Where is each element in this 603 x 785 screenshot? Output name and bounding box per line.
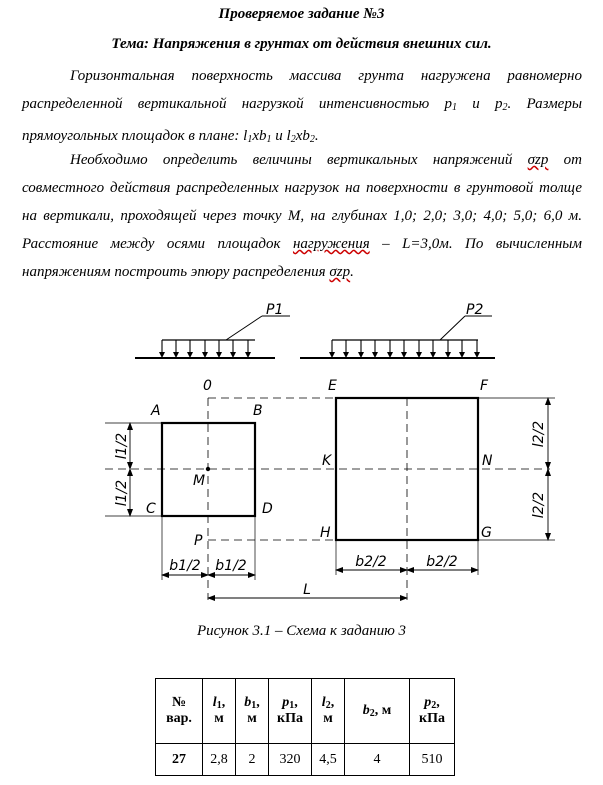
load-p1-label: P1 xyxy=(266,302,284,318)
dim-l2-half-bottom: l2/2 xyxy=(531,491,547,519)
point-p-label: P xyxy=(194,533,203,549)
dim-l: L xyxy=(303,582,311,598)
dim-b1-half-left: b1/2 xyxy=(169,558,201,574)
paragraph-2: Необходимо определить величины вертикальных напряжений σzp от совместного действия распределенных нагрузок на поверхности в грунтовой толще на вертикали, проходящей через точку М, на глубинах 1,0; 2,0; 3,0; 4,0; 5,0; 6,0 м. Расстояние между осями площадок нагружения – L=3,0м. По вычисленным напряжениям построить эпюру распределения σzp. xyxy=(22,152,582,280)
cell-b2: 4 xyxy=(345,744,410,776)
point-h-label: H xyxy=(320,525,331,541)
dim-b2-half-left: b2/2 xyxy=(355,554,387,570)
point-b-label: B xyxy=(253,403,263,419)
point-c-label: C xyxy=(146,501,156,517)
header-l1: $l_1$, м xyxy=(203,679,236,744)
point-e-label: E xyxy=(328,378,337,394)
point-d-label: D xyxy=(262,501,273,517)
header-b2: $b_2$, м xyxy=(345,679,410,744)
cell-variant: 27 xyxy=(156,744,203,776)
header-l2: $l_2$, м xyxy=(312,679,345,744)
cell-l2: 4,5 xyxy=(312,744,345,776)
header-b1: $b_1$, м xyxy=(236,679,269,744)
point-k-label: K xyxy=(322,453,332,469)
cell-l1: 2,8 xyxy=(203,744,236,776)
figure-caption: Рисунок 3.1 – Схема к заданию 3 xyxy=(196,623,407,639)
header-variant: № вар. xyxy=(156,679,203,744)
point-f-label: F xyxy=(480,378,489,394)
cell-p2: 510 xyxy=(410,744,455,776)
assignment-heading: Проверяемое задание №3 xyxy=(218,6,385,22)
cell-p1: 320 xyxy=(269,744,312,776)
point-o-label: 0 xyxy=(203,378,212,394)
load-diagram-1 xyxy=(135,316,290,358)
dim-l1-half-bottom: l1/2 xyxy=(114,479,130,507)
cell-b1: 2 xyxy=(236,744,269,776)
load-p2-label: P2 xyxy=(466,302,484,318)
point-a-label: A xyxy=(151,403,161,419)
paragraph-1: Горизонтальная поверхность массива грунта нагружена равномерно распределенной вертикальной нагрузкой интенсивностью $p_1$ и $p_2$. Размеры прямоугольных площадок в плане: $l_1xb_1$ и $l_2xb_2$. xyxy=(22,68,583,145)
header-p2: $p_2$, кПа xyxy=(410,679,455,744)
table-header-row xyxy=(156,679,455,744)
table-row xyxy=(156,744,455,776)
point-m-marker xyxy=(206,467,210,471)
dim-b1-half-right: b1/2 xyxy=(215,558,247,574)
dim-b2-half-right: b2/2 xyxy=(426,554,458,570)
dim-l1-half-top: l1/2 xyxy=(114,432,130,460)
point-g-label: G xyxy=(481,525,492,541)
assignment-topic: Тема: Напряжения в грунтах от действия внешних сил. xyxy=(111,36,492,52)
point-m-label: M xyxy=(193,473,206,489)
point-n-label: N xyxy=(482,453,493,469)
dim-l2-half-top: l2/2 xyxy=(531,420,547,448)
parameters-table xyxy=(155,678,455,776)
load-diagram-2 xyxy=(300,316,495,358)
header-p1: $p_1$, кПа xyxy=(269,679,312,744)
